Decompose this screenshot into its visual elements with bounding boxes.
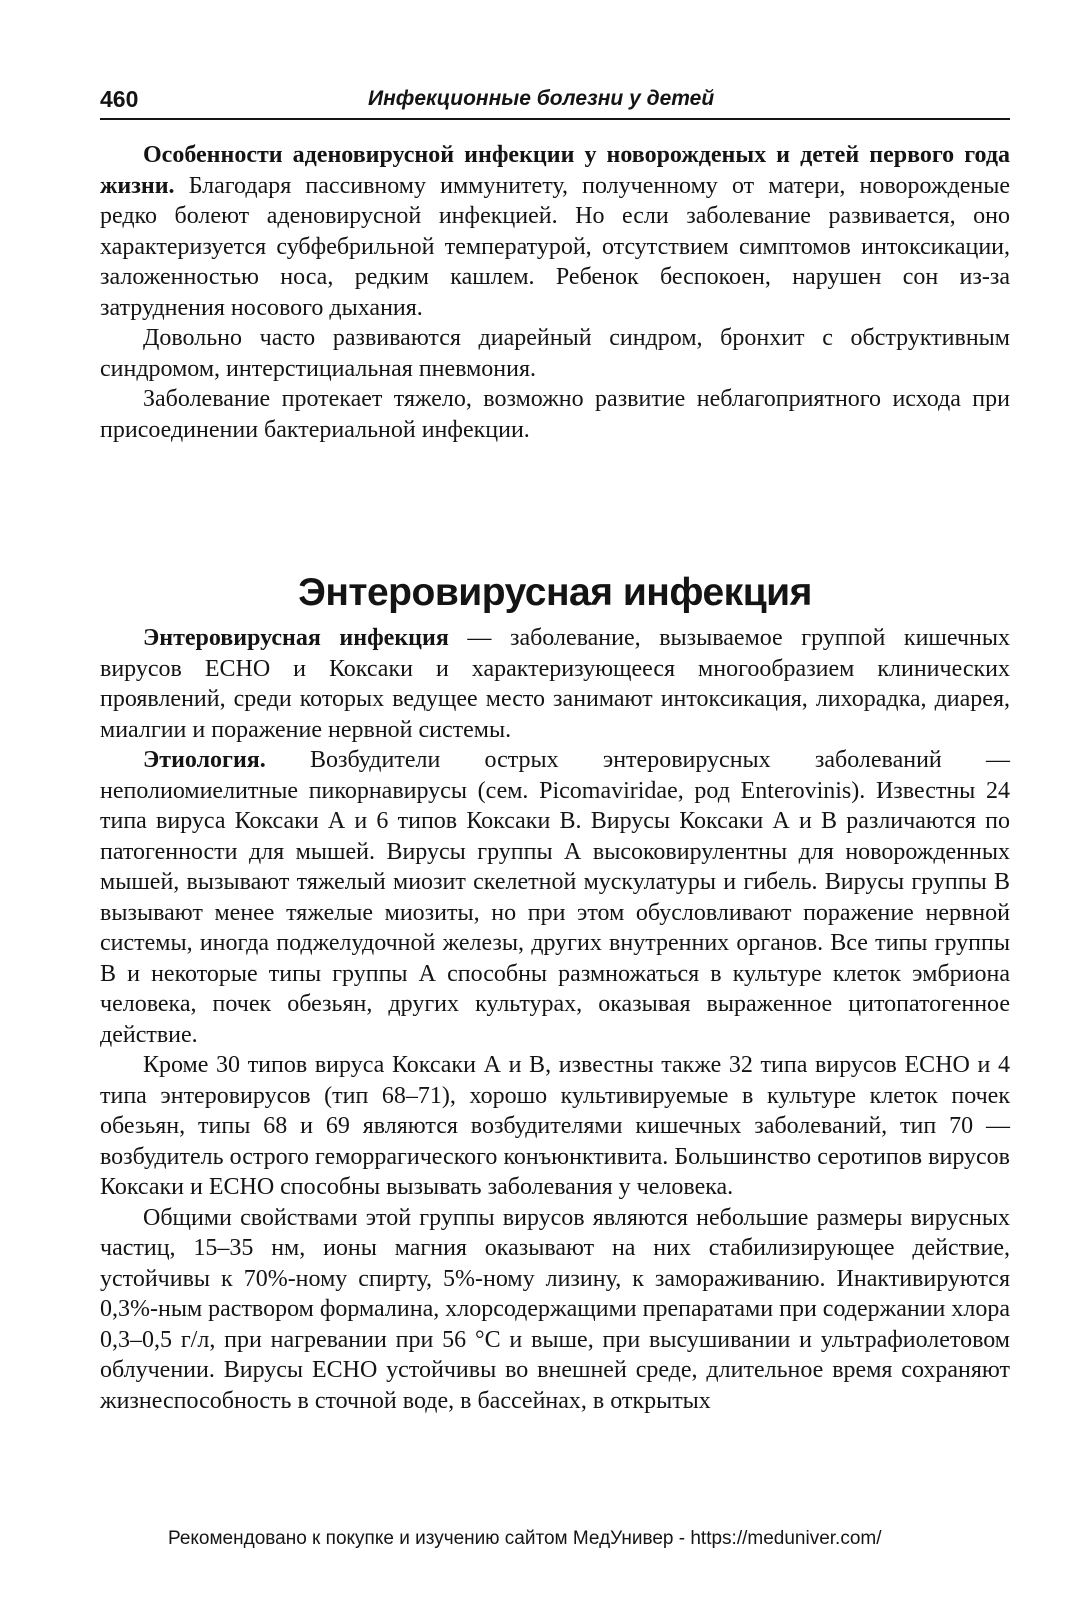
paragraph [100, 1203, 1010, 1417]
paragraph [100, 323, 1010, 384]
running-header [100, 84, 1010, 120]
paragraph [100, 384, 1010, 445]
enterovirus-section [100, 623, 1010, 1416]
paragraph-text: Общими свойствами этой группы вирусов являются небольшие размеры вирусных частиц, 15–35 нм, ионы магния оказывают на них стабилизирующее действие, устойчивы к 70%-ному спирту, 5%-ному лизину, к замораживанию. Инактивируются 0,3%-ным раствором формалина, хлорсодержащими препаратами при содержании хлора 0,3–0,5 г/л, при нагревании при 56 °С и выше, при высушивании и ультрафиолетовом облучении. Вирусы ЕСНО устойчивы во внешней среде, длительное время сохраняют жизнеспособность в сточной воде, в бассейнах, в открытых [100, 1204, 1011, 1414]
paragraph-text: Заболевание протекает тяжело, возможно развитие неблагоприятного исхода при присоединении бактериальной инфекции. [100, 386, 1010, 443]
adenovirus-newborn-section [100, 140, 1010, 445]
paragraph-text: — заболевание, вызываемое группой кишечных вирусов ЕСНО и Коксаки и характеризующееся многообразием клинических проявлений, среди которых ведущее место занимают интоксикация, лихорадка, диарея, миалгии и поражение нервной системы. [100, 625, 1010, 743]
paragraph [100, 745, 1010, 1050]
page-number: 460 [100, 86, 139, 112]
paragraph-lead: Особенности аденовирусной инфекции у новорожденых и детей первого года жизни. [100, 142, 1010, 199]
paragraph-lead: Этиология. [143, 747, 266, 773]
footer-watermark-note: Рекомендовано к покупке и изучению сайтом МедУнивер - https://meduniver.com/ [168, 1528, 882, 1549]
paragraph [100, 1050, 1010, 1203]
paragraph-text: Кроме 30 типов вируса Коксаки А и В, известны также 32 типа вирусов ЕСНО и 4 типа энтеровирусов (тип 68–71), хорошо культивируемые в культуре клеток почек обезьян, типы 68 и 69 являются возбудителями кишечных заболеваний, тип 70 — возбудитель острого геморрагического конъюнктивита. Большинство серотипов вирусов Коксаки и ЕСНО способны вызывать заболевания у человека. [100, 1052, 1010, 1200]
paragraph-text: Довольно часто развиваются диарейный синдром, бронхит с обструктивным синдромом, интерстициальная пневмония. [100, 325, 1010, 382]
section-title: Энтеровирусная инфекция [298, 571, 812, 615]
paragraph-text: Благодаря пассивному иммунитету, полученному от матери, новорожденые редко болеют аденовирусной инфекцией. Но если заболевание развивается, оно характеризуется субфебрильной температурой, отсутствием симптомов интоксикации, заложенностью носа, редким кашлем. Ребенок беспокоен, нарушен сон из-за затруднения носового дыхания. [100, 172, 1010, 321]
paragraph-lead: Энтеровирусная инфекция [143, 625, 449, 651]
running-title: Инфекционные болезни у детей [368, 87, 715, 110]
paragraph-text: Возбудители острых энтеровирусных заболеваний — неполиомиелитные пикорнавирусы (сем. Picomaviridae, род Enterovinis). Известны 24 типа вируса Коксаки А и 6 типов Коксаки В. Вирусы Коксаки А и В различаются по патогенности для мышей. Вирусы группы А высоковирулентны для новорожденных мышей, вызывают тяжелый миозит скелетной мускулатуры и гибель. Вирусы группы В вызывают менее тяжелые миозиты, но при этом обусловливают поражение нервной системы, иногда поджелудочной железы, других внутренних органов. Все типы группы В и некоторые типы группы А способны размножаться в культуре клеток эмбриона человека, почек обезьян, других культурах, оказывая выраженное цитопатогенное действие. [100, 747, 1010, 1048]
paragraph [100, 623, 1010, 745]
paragraph [100, 140, 1010, 323]
